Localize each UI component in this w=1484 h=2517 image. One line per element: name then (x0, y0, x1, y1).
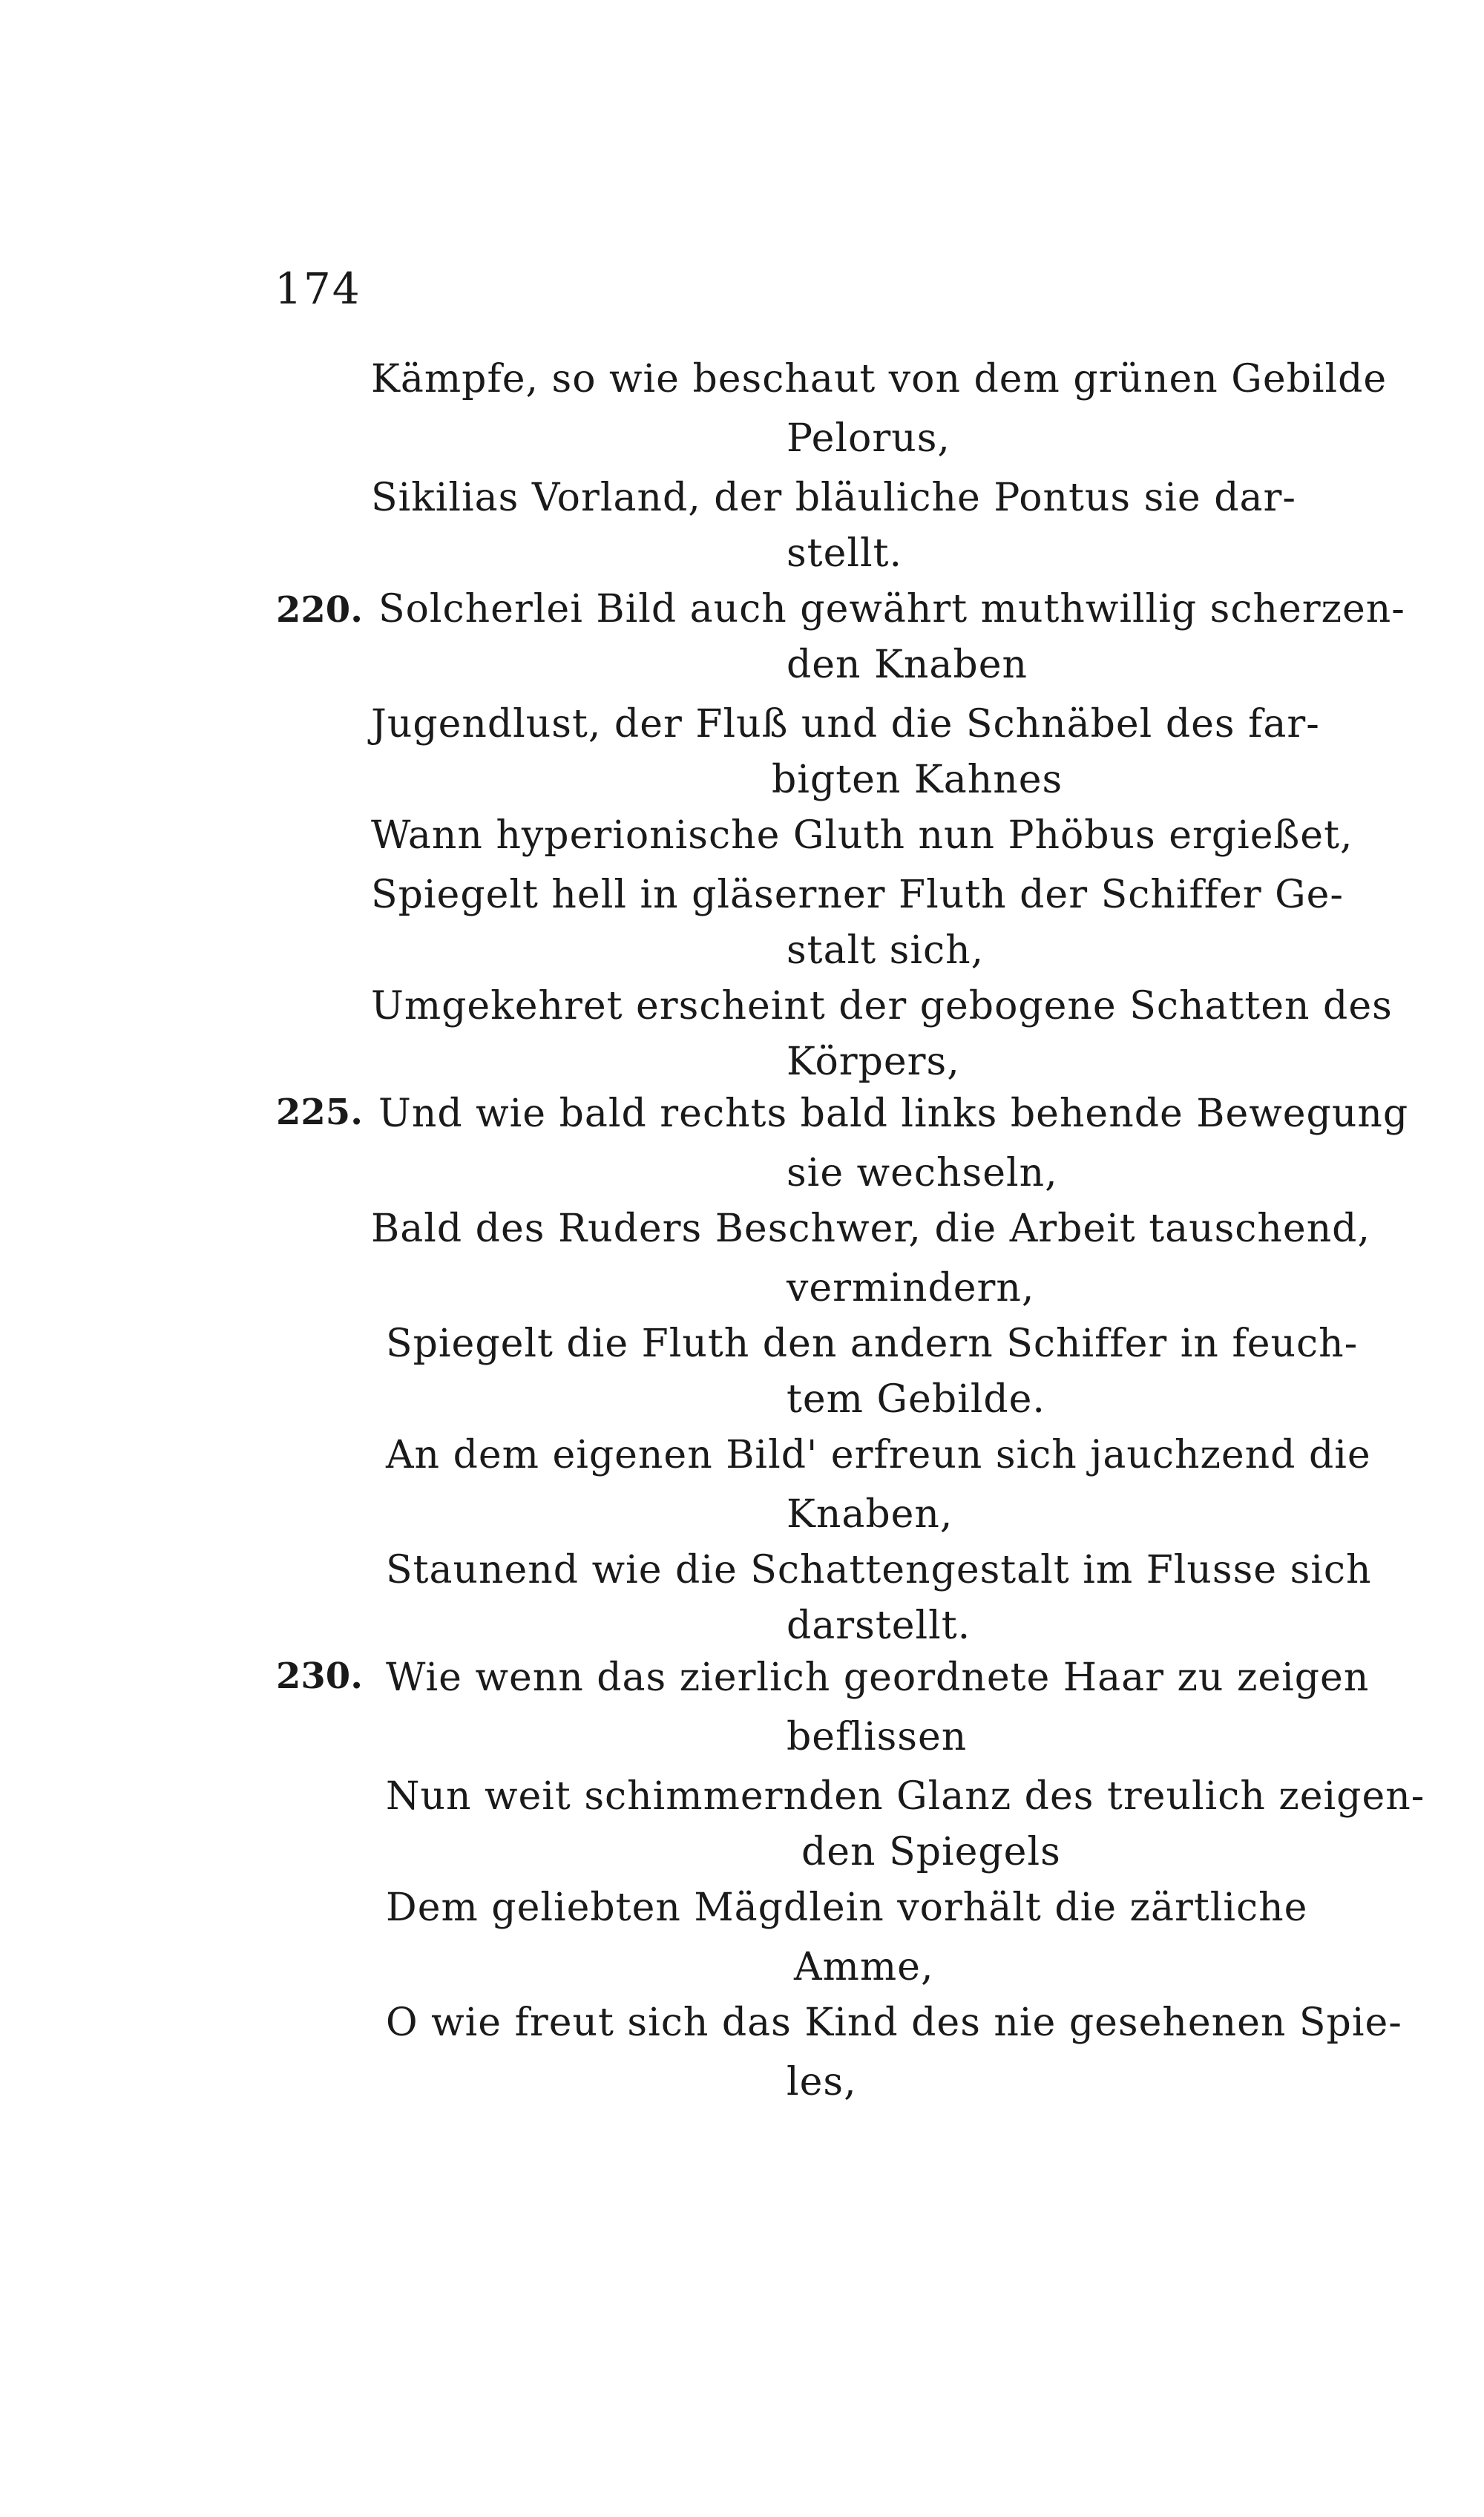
poem-line-continuation: sie wechseln, (787, 1151, 1058, 1195)
verse-number-220: 220. (276, 589, 363, 631)
poem-line: Nun weit schimmernden Glanz des treulich zeigen- (386, 1774, 1425, 1819)
poem-line-continuation: Körpers, (787, 1040, 960, 1084)
page-number: 174 (275, 263, 361, 314)
poem-line-continuation: Pelorus, (787, 416, 951, 461)
poem-line: Staunend wie die Schattengestalt im Flusse sich (386, 1548, 1372, 1592)
poem-line-continuation: stalt sich, (787, 928, 985, 973)
poem-line: Wie wenn das zierlich geordnete Haar zu zeigen (386, 1655, 1370, 1700)
poem-line-continuation: beflissen (787, 1715, 968, 1759)
poem-line-continuation: darstellt. (787, 1604, 971, 1648)
poem-line: Sikilias Vorland, der bläuliche Pontus sie dar- (371, 476, 1296, 520)
poem-line-continuation: tem Gebilde. (787, 1377, 1045, 1422)
poem-line: Kämpfe, so wie beschaut von dem grünen Gebilde (371, 357, 1388, 401)
poem-line: Jugendlust, der Fluß und die Schnäbel des far- (371, 702, 1320, 746)
poem-line-continuation: stellt. (787, 531, 903, 576)
verse-number-225: 225. (276, 1092, 363, 1133)
poem-line: Wann hyperionische Gluth nun Phöbus ergießet, (371, 813, 1353, 858)
poem-line-continuation: den Knaben (787, 643, 1028, 687)
poem-line: O wie freut sich das Kind des nie gesehenen Spie- (386, 2001, 1402, 2045)
poem-line: Dem geliebten Mägdlein vorhält die zärtliche (386, 1886, 1308, 1930)
poem-line-continuation: vermindern, (787, 1266, 1035, 1310)
poem-line: Spiegelt hell in gläserner Fluth der Schiffer Ge- (371, 873, 1344, 917)
poem-line-continuation: den Spiegels (801, 1830, 1061, 1874)
poem-line: An dem eigenen Bild' erfreun sich jauchzend die (386, 1433, 1371, 1477)
poem-line: Spiegelt die Fluth den andern Schiffer in feuch- (386, 1322, 1359, 1366)
poem-line-continuation: Amme, (794, 1945, 934, 1989)
poem-line: Bald des Ruders Beschwer, die Arbeit tauschend, (371, 1207, 1370, 1251)
poem-line-continuation: bigten Kahnes (772, 758, 1063, 802)
poem-line-continuation: les, (787, 2060, 857, 2104)
poem-line: Umgekehret erscheint der gebogene Schatten des (371, 984, 1393, 1028)
poem-line: Und wie bald rechts bald links behende Bewegung (378, 1092, 1409, 1136)
poem-line-continuation: Knaben, (787, 1492, 953, 1537)
poem-line: Solcherlei Bild auch gewährt muthwillig scherzen- (378, 587, 1405, 631)
verse-number-230: 230. (276, 1655, 363, 1697)
